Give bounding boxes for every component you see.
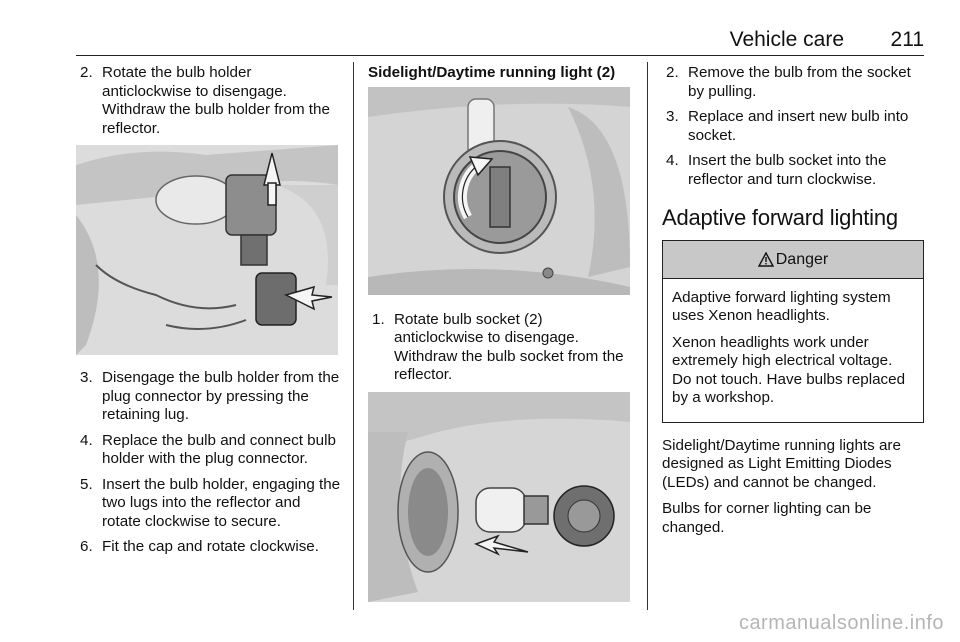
bulb-holder-illustration: [76, 145, 338, 355]
step-number: 2.: [80, 64, 93, 81]
step-6: [76, 538, 342, 557]
danger-paragraph: Xenon headlights work under extremely high electrical voltage. Do not touch. Have bulbs replaced by a workshop.: [672, 333, 906, 406]
body-paragraph: Bulbs for corner lighting can be changed.: [662, 500, 872, 536]
step-number: 3.: [80, 369, 93, 386]
column-divider-2: [647, 62, 648, 610]
step-5: [76, 476, 342, 532]
subheading: Sidelight/Daytime running light (2): [368, 64, 616, 81]
column-divider-1: [353, 62, 354, 610]
section-heading: Adaptive forward lighting: [662, 205, 898, 230]
step-text: Rotate bulb socket (2) anticlockwise to disengage. Withdraw the bulb socket from the reflector.: [394, 310, 624, 383]
watermark: carmanualsonline.info: [738, 612, 944, 634]
danger-box: [662, 240, 924, 423]
step-number: 5.: [80, 475, 93, 493]
step-text: Replace and insert new bulb into socket.: [688, 108, 909, 144]
step-text: Fit the cap and rotate clockwise.: [102, 538, 319, 555]
step-number: 6.: [80, 538, 93, 555]
step-number: 3.: [666, 108, 679, 125]
sidelight-socket-illustration: [368, 87, 630, 295]
step-1: [368, 311, 634, 385]
danger-paragraph: Adaptive forward lighting system uses Xenon headlights.: [672, 288, 891, 324]
step-number: 2.: [666, 64, 679, 81]
danger-header: [663, 241, 923, 279]
step-number: 1.: [372, 310, 385, 328]
step-4b: [662, 152, 924, 189]
step-text: Replace the bulb and connect bulb holder with the plug connector.: [102, 431, 336, 467]
step-3b: [662, 108, 924, 145]
step-3: [76, 369, 342, 425]
warning-triangle-icon: [758, 244, 774, 282]
step-text: Insert the bulb holder, engaging the two lugs into the reflector and rotate clockwise to secure.: [102, 475, 341, 530]
page-number: 211: [890, 28, 924, 51]
step-text: Disengage the bulb holder from the plug connector by pressing the retaining lug.: [102, 369, 340, 423]
column-3: [662, 64, 924, 545]
bulb-removal-illustration: [368, 392, 630, 602]
section-title: Vehicle care: [729, 28, 844, 51]
body-paragraph: Sidelight/Daytime running lights are designed as Light Emitting Diodes (LEDs) and cannot be changed.: [662, 436, 901, 491]
step-number: 4.: [80, 431, 93, 449]
step-text: Remove the bulb from the socket by pulling.: [688, 64, 911, 100]
column-2: [368, 64, 634, 602]
step-4: [76, 432, 342, 469]
step-text: Rotate the bulb holder anticlockwise to disengage. Withdraw the bulb holder from the reflector.: [102, 64, 330, 137]
column-1: [76, 64, 342, 564]
step-2b: [662, 64, 924, 101]
step-number: 4.: [666, 152, 679, 169]
step-2: [76, 64, 342, 138]
step-text: Insert the bulb socket into the reflector and turn clockwise.: [688, 152, 887, 188]
page-header: [76, 24, 924, 56]
danger-title: Danger: [775, 250, 829, 268]
danger-body: [663, 279, 923, 422]
